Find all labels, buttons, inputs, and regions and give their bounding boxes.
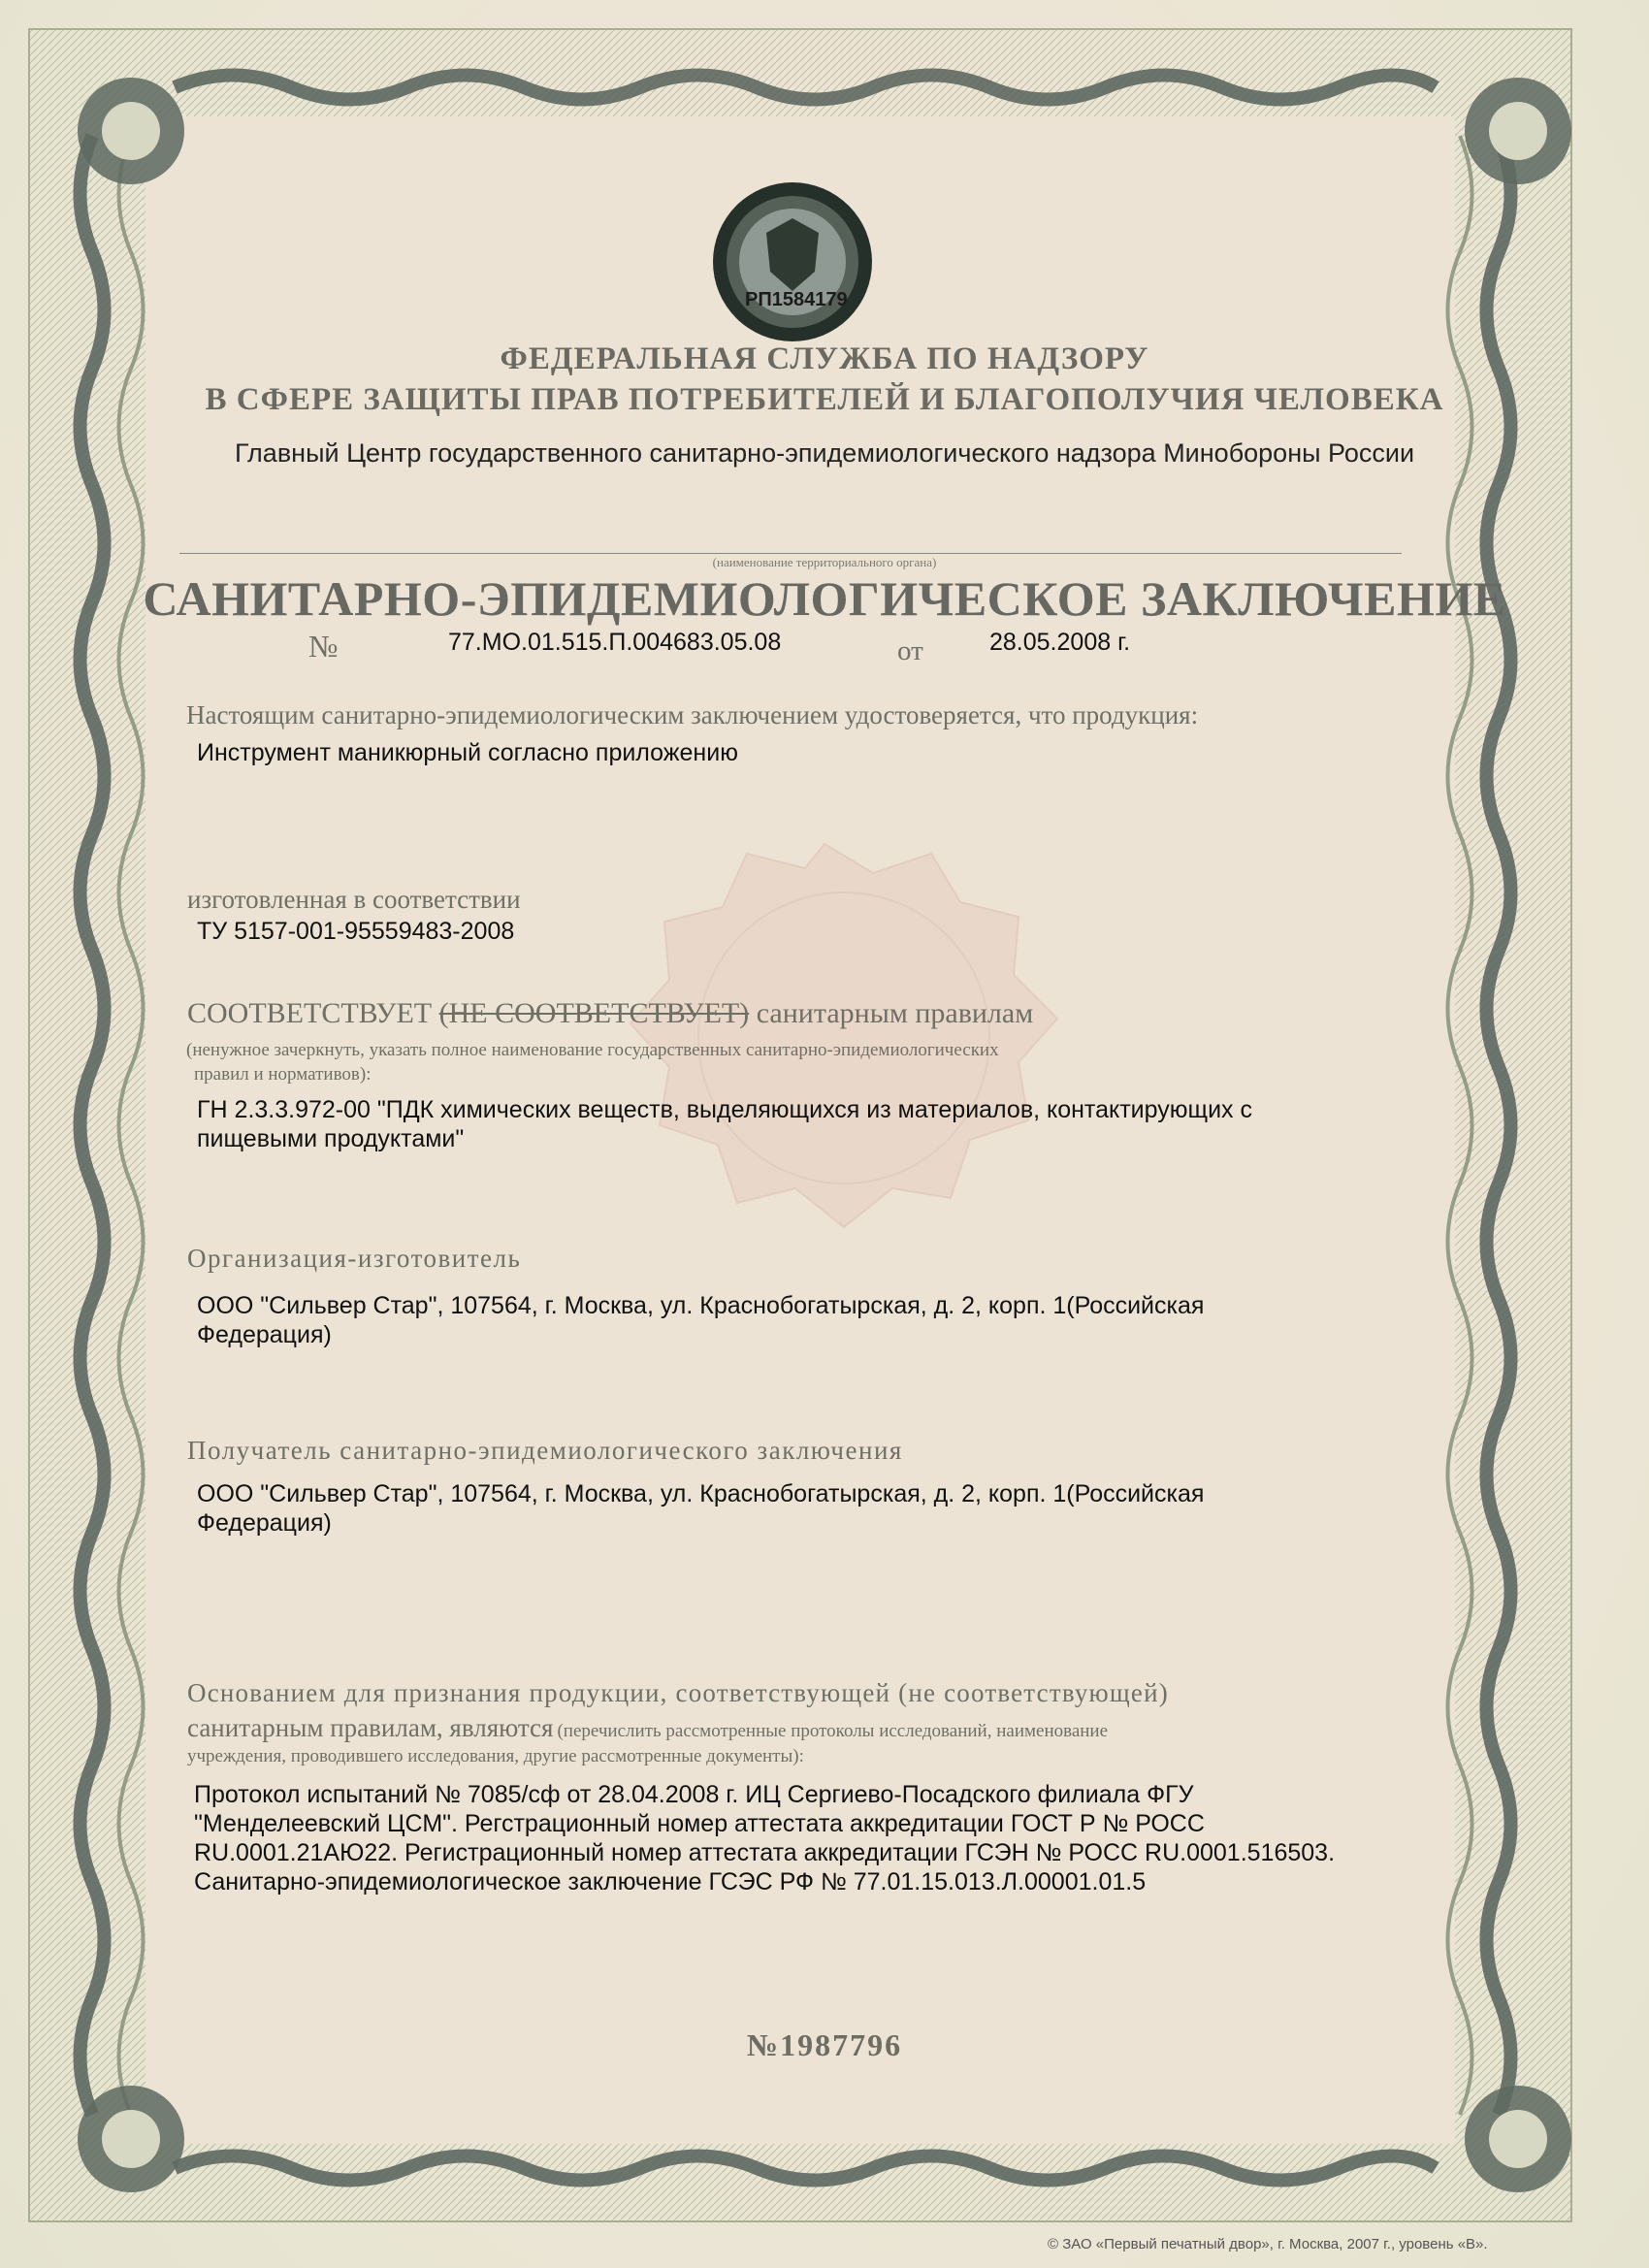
basis-line-2-main: санитарным правилам, являются	[187, 1713, 554, 1742]
certificate-number: 77.МО.01.515.П.004683.05.08	[448, 629, 782, 656]
agency-title-line2: В СФЕРЕ ЗАЩИТЫ ПРАВ ПОТРЕБИТЕЛЕЙ И БЛАГОПОЛУЧИЯ ЧЕЛОВЕКА	[205, 382, 1444, 417]
rules-text: санитарным правилам	[756, 997, 1034, 1029]
basis-value-1: Протокол испытаний № 7085/сф от 28.04.2008 г. ИЦ Сергиево-Посадского филиала ФГУ	[194, 1781, 1194, 1808]
conformity-note-1: (ненужное зачеркнуть, указать полное наименование государственных санитарно-эпидемиологических	[186, 1040, 999, 1060]
manufacturer-value-1: ООО "Сильвер Стар", 107564, г. Москва, ул. Краснобогатырская, д. 2, корп. 1(Российская	[197, 1292, 1205, 1319]
number-label: №	[308, 629, 339, 664]
manufactured-label: изготовленная в соответствии	[187, 885, 521, 914]
conformity-value-2: пищевыми продуктами"	[197, 1125, 465, 1152]
document-title: САНИТАРНО-ЭПИДЕМИОЛОГИЧЕСКОЕ ЗАКЛЮЧЕНИЕ	[143, 571, 1506, 626]
conformity-line	[187, 997, 1033, 1030]
conformity-value-1: ГН 2.3.3.972-00 "ПДК химических веществ, выделяющихся из материалов, контактирующих с	[197, 1096, 1252, 1123]
date-label: от	[897, 635, 923, 666]
manufactured-value: ТУ 5157-001-95559483-2008	[197, 918, 515, 945]
basis-line-1: Основанием для признания продукции, соответствующей (не соответствующей)	[187, 1678, 1169, 1707]
basis-line-2-note: (перечислить рассмотренные протоколы исследований, наименование	[557, 1721, 1109, 1741]
basis-value-4: Санитарно-эпидемиологическое заключение ГСЭС РФ № 77.01.15.013.Л.00001.01.5	[194, 1868, 1147, 1895]
certificate-date: 28.05.2008 г.	[989, 629, 1131, 656]
basis-line-2	[187, 1713, 1108, 1743]
recipient-value-2: Федерация)	[197, 1509, 332, 1537]
printer-note: © ЗАО «Первый печатный двор», г. Москва, 2007 г., уровень «В».	[1048, 2236, 1488, 2252]
basis-line-3: учреждения, проводившего исследования, другие рассмотренные документы):	[187, 1746, 804, 1766]
hologram-number: РП1584179	[745, 289, 848, 310]
organ-caption: (наименование территориального органа)	[712, 555, 937, 569]
product-value: Инструмент маникюрный согласно приложению	[197, 739, 738, 766]
hologram-seal	[713, 182, 872, 341]
manufacturer-label: Организация-изготовитель	[187, 1244, 522, 1273]
recipient-value-1: ООО "Сильвер Стар", 107564, г. Москва, ул. Краснобогатырская, д. 2, корп. 1(Российская	[197, 1480, 1205, 1507]
organ-underline	[179, 553, 1402, 554]
basis-value-2: "Менделеевский ЦСМ". Регстрационный номер аттестата аккредитации ГОСТ Р № РОСС	[194, 1810, 1205, 1837]
conformity-note-2: правил и нормативов):	[194, 1064, 372, 1085]
form-number: №1987796	[746, 2027, 903, 2062]
recipient-label: Получатель санитарно-эпидемиологического заключения	[187, 1436, 903, 1465]
manufacturer-value-2: Федерация)	[197, 1321, 332, 1348]
basis-value-3: RU.0001.21АЮ22. Регистрационный номер аттестата аккредитации ГСЭН № РОСС RU.0001.516503.	[194, 1839, 1336, 1866]
agency-title-line1: ФЕДЕРАЛЬНАЯ СЛУЖБА ПО НАДЗОРУ	[500, 341, 1149, 376]
not-complies-text: (НЕ СООТВЕТСТВУЕТ)	[438, 997, 750, 1029]
product-intro: Настоящим санитарно-эпидемиологическим заключением удостоверяется, что продукция:	[186, 700, 1199, 729]
territorial-organ: Главный Центр государственного санитарно-эпидемиологического надзора Минобороны России	[234, 438, 1415, 468]
complies-text: СООТВЕТСТВУЕТ	[187, 997, 433, 1029]
